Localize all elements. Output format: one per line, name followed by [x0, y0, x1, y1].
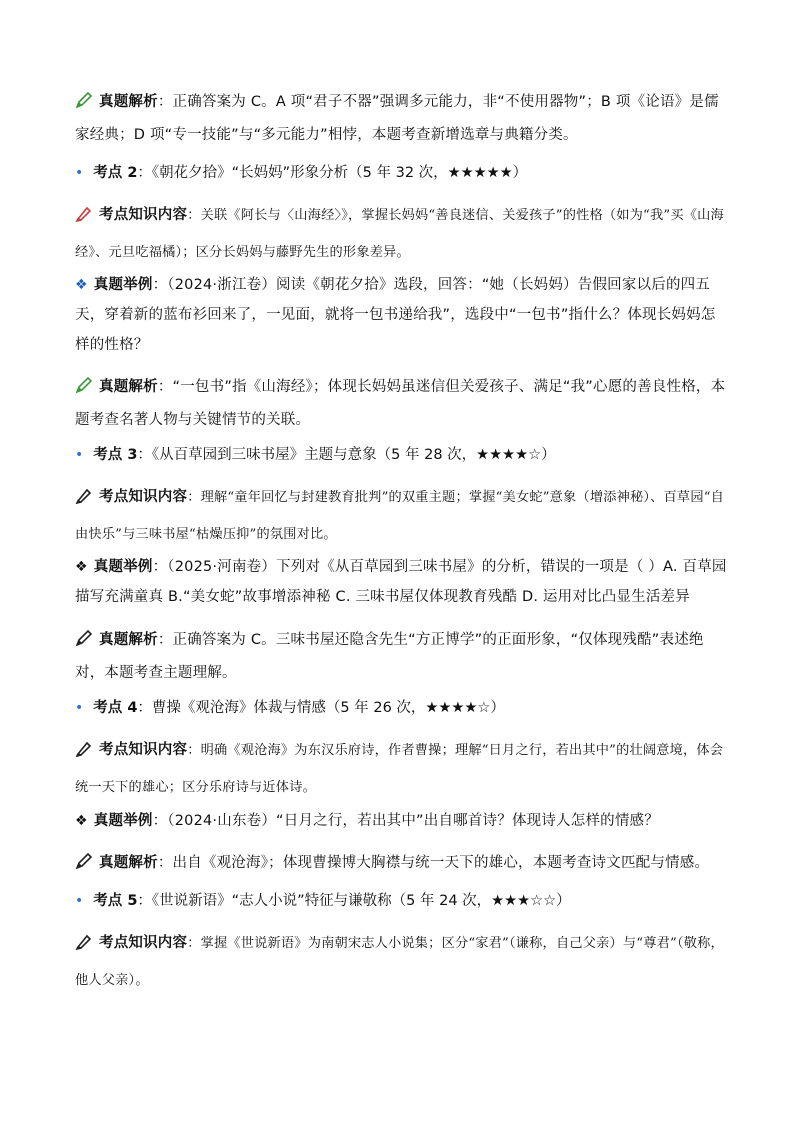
pen-icon — [75, 484, 93, 518]
example-paragraph — [75, 552, 727, 612]
knowledge-paragraph — [75, 198, 727, 270]
topic-heading — [75, 886, 727, 916]
example-paragraph — [75, 270, 727, 360]
paragraph-text: ：正确答案为 C。A 项“君子不器”强调多元能力，非“不使用器物”；B 项《论语》是儒家经典；D 项“专一技能”与“多元能力”相悖，本题考查新增选章与典籍分类。 — [75, 94, 719, 143]
topic-text: ：《世说新语》“志人小说”特征与谦敬称（5 年 24 次，★★★☆☆） — [137, 893, 571, 909]
pencil-icon — [75, 851, 93, 881]
paragraph-text: ：掌握《世说新语》为南朝宋志人小说集；区分“家君”（谦称，自己父亲）与“尊君”（敬称，他人父亲）。 — [75, 936, 724, 988]
topic-label: 考点 3 — [93, 447, 138, 463]
pencil-icon — [75, 628, 93, 658]
paragraph-text: ：关联《阿长与〈山海经〉》，掌握长妈妈“善良迷信、关爱孩子”的性格（如为“我”买《山海经》、元旦吃福橘）；区分长妈妈与藤野先生的形象差异。 — [75, 208, 724, 260]
topic-label: 考点 2 — [93, 165, 138, 181]
topic-text: ：曹操《观沧海》体裁与情感（5 年 26 次，★★★★☆） — [137, 700, 505, 716]
lead-label: 考点知识内容 — [99, 489, 188, 505]
topic-label: 考点 4 — [93, 700, 138, 716]
diamond-icon: ❖ — [75, 559, 88, 575]
topic-text: ：《朝花夕拾》“长妈妈”形象分析（5 年 32 次，★★★★★） — [137, 165, 528, 181]
paragraph-text: ：出自《观沧海》；体现曹操博大胸襟与统一天下的雄心，本题考查诗文匹配与情感。 — [157, 855, 710, 871]
lead-label: 真题举例 — [93, 559, 153, 575]
analysis-paragraph — [75, 87, 727, 150]
topic-heading — [75, 440, 727, 470]
lead-label: 考点知识内容 — [99, 207, 188, 223]
paragraph-text: ：“一包书”指《山海经》；体现长妈妈虽迷信但关爱孩子、满足“我”心愿的善良性格，本题考查名著人物与关键情节的关联。 — [75, 379, 726, 428]
diamond-icon: ❖ — [75, 813, 88, 829]
knowledge-paragraph — [75, 733, 727, 805]
analysis-paragraph — [75, 625, 727, 688]
lead-label: 真题解析 — [99, 94, 158, 110]
marker-icon — [75, 202, 93, 236]
example-paragraph — [75, 806, 727, 836]
topic-heading — [75, 158, 727, 188]
bullet-icon: • — [75, 165, 84, 181]
knowledge-paragraph — [75, 480, 727, 552]
pen-icon — [75, 737, 93, 771]
paragraph-text: ：明确《观沧海》为东汉乐府诗，作者曹操；理解“日月之行，若出其中”的壮阔意境，体会统一天下的雄心；区分乐府诗与近体诗。 — [75, 743, 724, 795]
analysis-paragraph — [75, 848, 727, 881]
bullet-icon: • — [75, 447, 84, 463]
topic-label: 考点 5 — [93, 893, 138, 909]
lead-label: 真题解析 — [99, 632, 158, 648]
lead-label: 考点知识内容 — [99, 935, 188, 951]
lead-label: 真题解析 — [99, 379, 158, 395]
lead-label: 真题解析 — [99, 855, 158, 871]
topic-text: ：《从百草园到三味书屋》主题与意象（5 年 28 次，★★★★☆） — [137, 447, 556, 463]
knowledge-paragraph — [75, 926, 727, 998]
paragraph-text: ：理解“童年回忆与封建教育批判”的双重主题；掌握“美女蛇”意象（增添神秘）、百草园“自由快乐”与三味书屋“枯燥压抑”的氛围对比。 — [75, 490, 725, 542]
analysis-paragraph — [75, 372, 727, 435]
topic-heading — [75, 693, 727, 723]
lead-label: 真题举例 — [93, 813, 153, 829]
paragraph-text: ：（2024·浙江卷）阅读《朝花夕拾》选段，回答：“她（长妈妈）告假回家以后的四五天，穿着新的蓝布衫回来了，一见面，就将一包书递给我”，选段中“一包书”指什么？体现长妈妈怎样的性格？ — [75, 277, 716, 353]
bullet-icon: • — [75, 700, 84, 716]
paragraph-text: ：（2024·山东卷）“日月之行，若出其中”出自哪首诗？体现诗人怎样的情感？ — [152, 813, 659, 829]
lead-label: 真题举例 — [93, 277, 153, 293]
paragraph-text: ：正确答案为 C。三味书屋还隐含先生“方正博学”的正面形象，“仅体现残酷”表述绝对，本题考查主题理解。 — [75, 632, 704, 681]
pencil-icon — [75, 375, 93, 405]
lead-label: 考点知识内容 — [99, 742, 188, 758]
bullet-icon: • — [75, 893, 84, 909]
diamond-icon: ❖ — [75, 277, 88, 293]
paragraph-text: ：（2025·河南卷）下列对《从百草园到三味书屋》的分析，错误的一项是（ ）A. 百草园描写充满童真 B.“美女蛇”故事增添神秘 C. 三味书屋仅体现教育残酷 D. 运用对比凸显生活差异 — [75, 559, 727, 605]
pencil-icon — [75, 90, 93, 120]
pen-icon — [75, 930, 93, 964]
